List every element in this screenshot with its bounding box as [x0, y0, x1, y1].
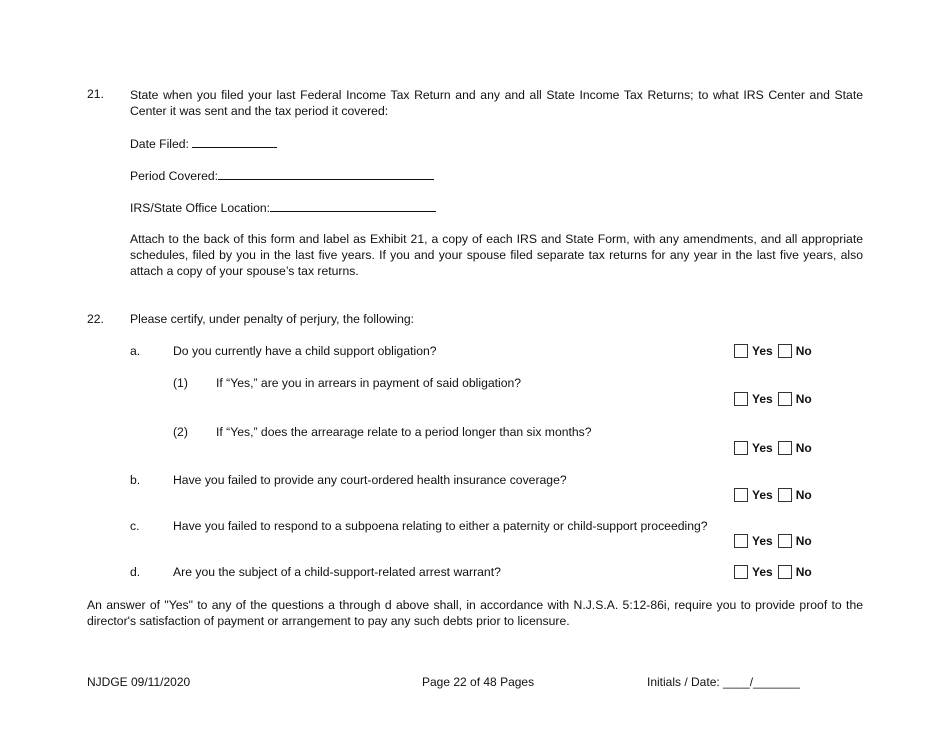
item-b-yes-no	[734, 488, 812, 502]
office-location-label: IRS/State Office Location:	[130, 201, 271, 215]
item-2-yes-no	[734, 441, 812, 455]
item-b-no-checkbox[interactable]	[778, 488, 792, 502]
question-21-number: 21.	[87, 87, 104, 101]
item-2-text: If “Yes,” does the arrearage relate to a period longer than six months?	[216, 425, 592, 439]
item-1-no-checkbox[interactable]	[778, 392, 792, 406]
period-covered-field	[130, 167, 434, 183]
item-b-text: Have you failed to provide any court-ordered health insurance coverage?	[173, 473, 567, 487]
item-d-no-checkbox[interactable]	[778, 565, 792, 579]
item-a-yes-checkbox[interactable]	[734, 344, 748, 358]
question-22-number: 22.	[87, 312, 104, 326]
date-filed-field	[130, 135, 277, 151]
item-a-text: Do you currently have a child support obligation?	[173, 344, 437, 358]
yes-label: Yes	[752, 392, 773, 406]
item-2-yes-checkbox[interactable]	[734, 441, 748, 455]
item-b-label: b.	[130, 473, 141, 487]
item-b-yes-checkbox[interactable]	[734, 488, 748, 502]
item-d-text: Are you the subject of a child-support-related arrest warrant?	[173, 565, 501, 579]
exhibit-21-instructions: Attach to the back of this form and label as Exhibit 21, a copy of each IRS and State Form, with any amendments, and all appropriate schedules, filed by you in the last five years. If you and your spouse filed separate tax returns for any year in the last five years, also attach a copy of your spouse’s tax returns.	[130, 232, 863, 278]
item-a-yes-no	[734, 344, 812, 358]
yes-label: Yes	[752, 344, 773, 358]
item-a-no-checkbox[interactable]	[778, 344, 792, 358]
office-location-field	[130, 199, 436, 215]
item-1-text: If “Yes,” are you in arrears in payment of said obligation?	[216, 376, 522, 390]
yes-label: Yes	[752, 565, 773, 579]
office-location-input-line[interactable]	[270, 199, 436, 212]
item-a-label: a.	[130, 344, 141, 358]
footer-initials-date[interactable]: Initials / Date: ____/_______	[647, 675, 800, 689]
item-c-label: c.	[130, 519, 140, 533]
no-label: No	[795, 488, 812, 502]
yes-answer-notice: An answer of "Yes" to any of the questions a through d above shall, in accordance with N.J.S.A. 5:12-86i, require you to provide proof to the director's satisfaction of payment or arrangement to pay any such debts prior to licensure.	[87, 598, 863, 628]
item-d-yes-no	[734, 565, 812, 579]
item-c-text: Have you failed to respond to a subpoena relating to either a paternity or child-support proceeding?	[173, 519, 708, 533]
no-label: No	[795, 344, 812, 358]
item-c-yes-checkbox[interactable]	[734, 534, 748, 548]
yes-label: Yes	[752, 441, 773, 455]
item-2-no-checkbox[interactable]	[778, 441, 792, 455]
no-label: No	[795, 534, 812, 548]
no-label: No	[795, 565, 812, 579]
item-d-yes-checkbox[interactable]	[734, 565, 748, 579]
yes-label: Yes	[752, 534, 773, 548]
question-22-text: Please certify, under penalty of perjury, the following:	[130, 312, 415, 326]
no-label: No	[795, 441, 812, 455]
yes-label: Yes	[752, 488, 773, 502]
period-covered-input-line[interactable]	[218, 167, 434, 180]
item-1-yes-checkbox[interactable]	[734, 392, 748, 406]
item-1-yes-no	[734, 392, 812, 406]
item-c-yes-no	[734, 534, 812, 548]
question-21-text: State when you filed your last Federal Income Tax Return and any and all State Income Tax Returns; to what IRS Center and State Center it was sent and the tax period it covered:	[130, 88, 863, 118]
footer-form-id: NJDGE 09/11/2020	[87, 675, 191, 689]
date-filed-input-line[interactable]	[192, 135, 277, 148]
item-c-no-checkbox[interactable]	[778, 534, 792, 548]
item-2-label: (2)	[173, 425, 188, 439]
date-filed-label: Date Filed:	[130, 137, 193, 151]
item-d-label: d.	[130, 565, 141, 579]
period-covered-label: Period Covered:	[130, 169, 219, 183]
footer-page-number: Page 22 of 48 Pages	[422, 675, 535, 689]
no-label: No	[795, 392, 812, 406]
item-1-label: (1)	[173, 376, 188, 390]
